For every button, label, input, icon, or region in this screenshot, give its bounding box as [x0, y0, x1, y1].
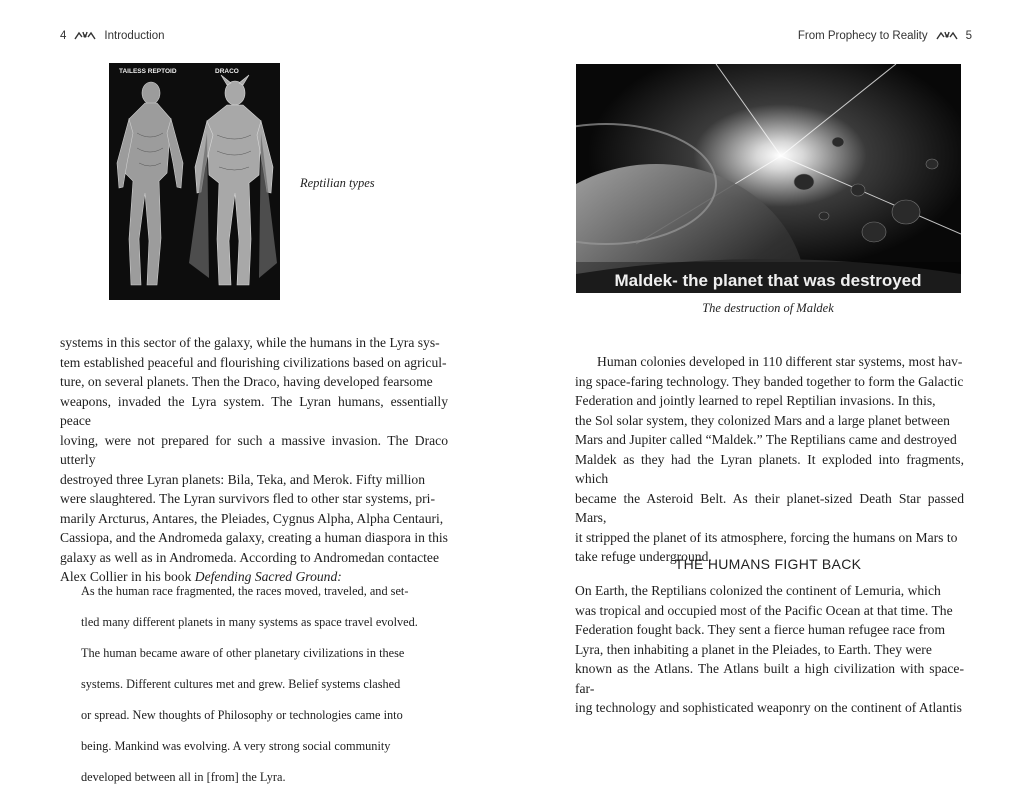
reptilian-types-image [109, 63, 280, 300]
ornament-icon [74, 30, 96, 42]
quote-line: being. Mankind was evolving. A very strong social community [81, 738, 391, 753]
left-running-head [60, 30, 165, 42]
right-paragraph-1 [575, 352, 964, 567]
right-running-head [798, 30, 972, 42]
figure-label-draco: DRACO [215, 68, 239, 75]
right-page-number: 5 [965, 30, 972, 42]
body-last-prefix: Alex Collier in his book [60, 569, 195, 584]
body-line: destroyed three Lyran planets: Bila, Teka, and Merok. Fifty million [60, 471, 425, 487]
quote-line: developed between all in [from] the Lyra. [81, 769, 286, 784]
maldek-illustration [576, 64, 961, 293]
body-line: ture, on several planets. Then the Draco, having developed fearsome [60, 374, 433, 389]
right-page [512, 0, 1024, 768]
reptilians-illustration [109, 63, 280, 300]
body-line: Lyra, then inhabiting a planet in the Pleiades, to Earth. They were [575, 641, 932, 657]
left-running-head-title: Introduction [104, 30, 165, 42]
quote-line: The human became aware of other planetary civilizations in these [81, 646, 405, 661]
body-line: Mars and Jupiter called “Maldek.” The Reptilians came and destroyed [575, 432, 957, 447]
body-line: ing space-faring technology. They banded together to form the Galactic [575, 373, 964, 389]
body-line: weapons, invaded the Lyra system. The Lyran humans, essentially peace [60, 393, 448, 428]
left-page-number: 4 [60, 30, 67, 42]
body-line: ing technology and sophisticated weaponry on the continent of Atlantis [575, 700, 962, 715]
body-line: take refuge underground. [575, 549, 712, 564]
left-body-text [60, 333, 448, 587]
body-line: loving, were not prepared for such a massive invasion. The Draco utterly [60, 432, 448, 467]
section-heading: THE HUMANS FIGHT BACK [674, 556, 862, 572]
maldek-banner: Maldek- the planet that was destroyed [614, 271, 922, 290]
body-line: Federation and jointly learned to repel Reptilian invasions. In this, [575, 393, 936, 408]
book-title: Defending Sacred Ground: [194, 569, 342, 584]
body-line: the Sol solar system, they colonized Mars and a large planet between [575, 412, 950, 428]
quote-line: tled many different planets in many systems as space travel evolved. [81, 615, 418, 630]
quote-line: As the human race fragmented, the races moved, traveled, and set- [81, 584, 409, 599]
body-line: were slaughtered. The Lyran survivors fled to other star systems, pri- [60, 491, 435, 506]
right-paragraph-2 [575, 581, 964, 718]
body-line: Human colonies developed in 110 different star systems, most hav- [597, 354, 963, 369]
maldek-destruction-image [576, 64, 961, 293]
maldek-caption: The destruction of Maldek [702, 301, 834, 315]
body-line: On Earth, the Reptilians colonized the continent of Lemuria, which [575, 583, 941, 598]
body-line: marily Arcturus, Antares, the Pleiades, Cygnus Alpha, Alpha Centauri, [60, 510, 444, 526]
body-line: galaxy as well as in Andromeda. According to Andromedan contactee [60, 549, 439, 565]
body-line: tem established peaceful and flourishing civilizations based on agricul- [60, 354, 447, 370]
quote-line: or spread. New thoughts of Philosophy or technologies came into [81, 707, 403, 722]
body-line: systems in this sector of the galaxy, while the humans in the Lyra sys- [60, 335, 440, 350]
body-line: was tropical and occupied most of the Pacific Ocean at that time. The [575, 602, 953, 618]
quote-line: systems. Different cultures met and grew. Belief systems clashed [81, 676, 401, 691]
body-line: known as the Atlans. The Atlans built a high civilization with space-far- [575, 661, 964, 696]
ornament-icon [936, 30, 958, 42]
body-line: Cassiopa, and the Andromeda galaxy, creating a human diaspora in this [60, 530, 448, 545]
reptilian-types-caption: Reptilian types [300, 176, 375, 190]
block-quote [81, 570, 427, 799]
right-running-head-title: From Prophecy to Reality [797, 30, 928, 42]
figure-label-tailess: TAILESS REPTOID [119, 68, 177, 75]
body-line: became the Asteroid Belt. As their planet-sized Death Star passed Mars, [575, 490, 964, 525]
body-line: Federation fought back. They sent a fierce human refugee race from [575, 622, 946, 637]
body-line: Maldek as they had the Lyran planets. It exploded into fragments, which [575, 451, 964, 486]
body-line: it stripped the planet of its atmosphere, forcing the humans on Mars to [575, 529, 958, 545]
left-page [0, 0, 512, 784]
